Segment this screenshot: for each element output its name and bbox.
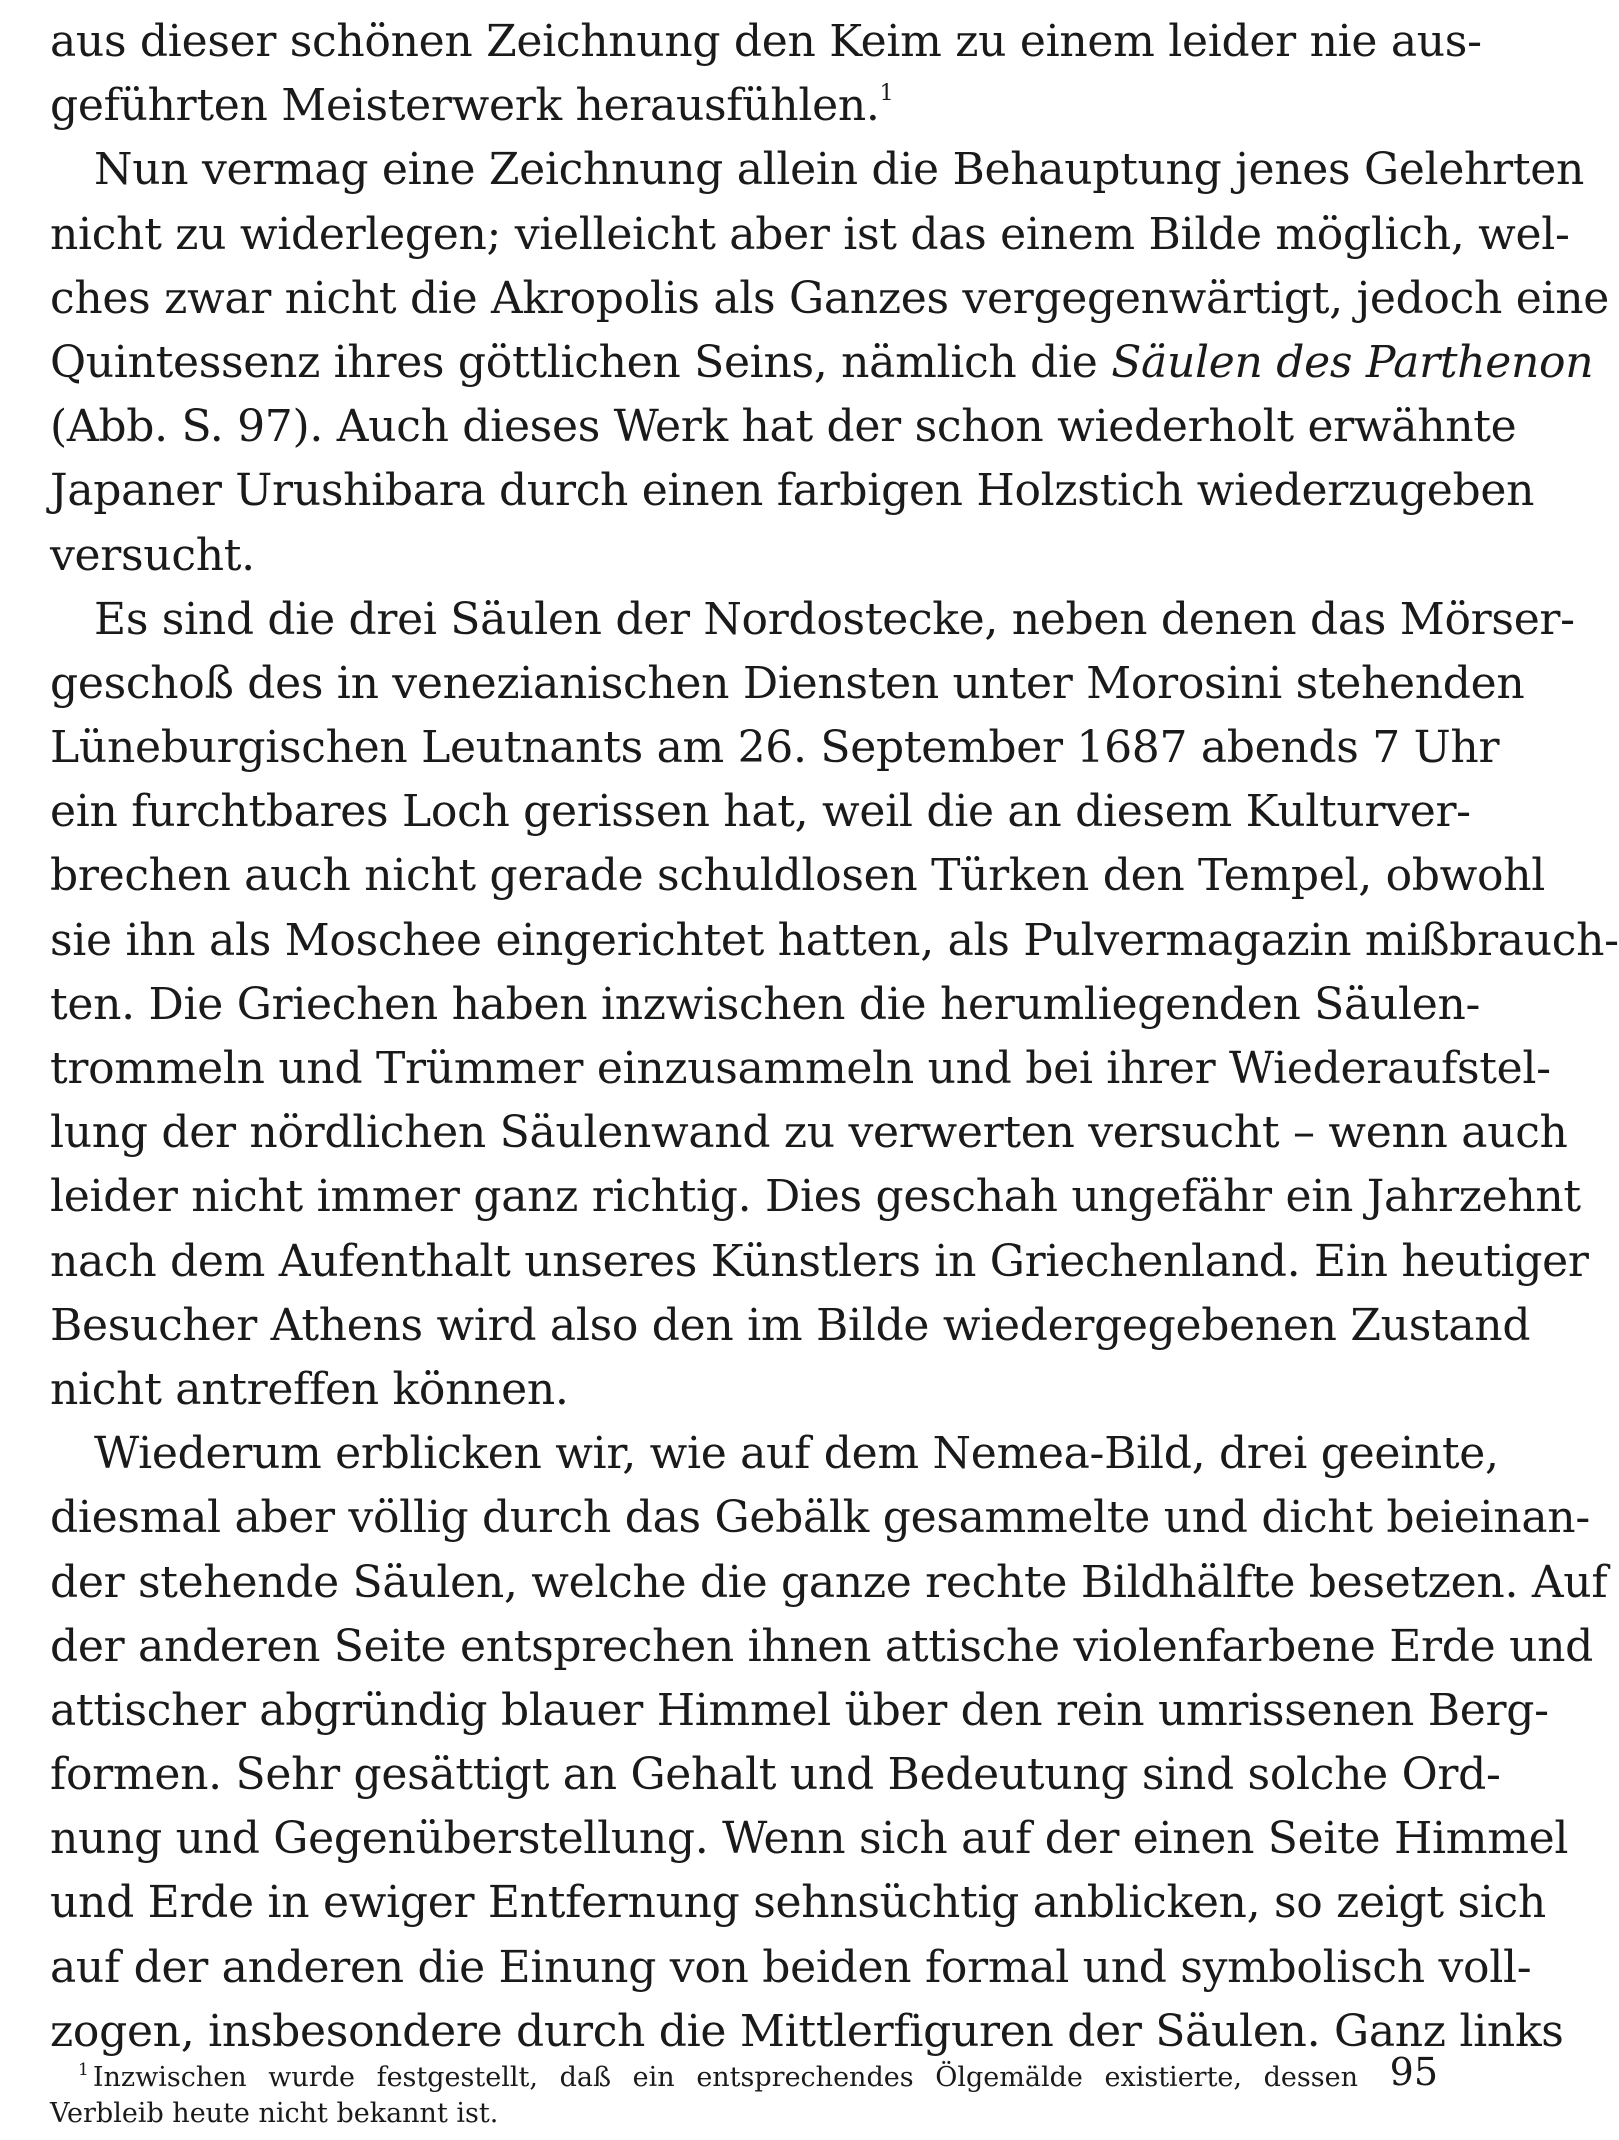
line-text: formen. Sehr gesättigt an Gehalt und Bedeutung sind solche Ord- xyxy=(50,1749,1501,1801)
text-line xyxy=(50,74,1438,138)
line-text: und Erde in ewiger Entfernung sehnsüchtig anblicken, so zeigt sich xyxy=(50,1877,1546,1929)
text-line xyxy=(50,2000,1564,2064)
text-line xyxy=(50,331,1594,395)
text-line xyxy=(50,652,1525,716)
text-line xyxy=(50,138,1584,202)
line-text: trommeln und Trümmer einzusammeln und bei ihrer Wiederaufstel- xyxy=(50,1043,1551,1094)
line-text: nicht zu widerlegen; vielleicht aber ist das einem Bilde möglich, wel- xyxy=(50,208,1570,260)
line-text: Quintessenz ihres göttlichen Seins, nämlich die xyxy=(50,336,1098,388)
line-text: nicht antreffen können. xyxy=(50,1363,569,1415)
text-line xyxy=(50,1743,1501,1807)
line-text: Besucher Athens wird also den im Bilde wiedergegebenen Zustand xyxy=(50,1299,1531,1351)
line-text: geschoß des in venezianischen Diensten unter Morosini stehenden xyxy=(50,657,1525,709)
line-text: der stehende Säulen, welche die ganze rechte Bildhälfte besetzen. Auf xyxy=(50,1556,1608,1608)
line-text: zogen, insbesondere durch die Mittlerfiguren der Säulen. Ganz links xyxy=(50,2005,1564,2057)
text-line xyxy=(50,1422,1499,1486)
text-line xyxy=(50,1358,1438,1422)
line-text: aus dieser schönen Zeichnung den Keim zu einem leider nie aus- xyxy=(50,16,1482,67)
text-line xyxy=(50,459,1535,523)
line-text: auf der anderen die Einung von beiden formal und symbolisch voll- xyxy=(50,1941,1532,1993)
line-text: geführten Meisterwerk herausfühlen. xyxy=(50,80,880,132)
body-text xyxy=(50,10,1619,2064)
line-text: versucht. xyxy=(50,529,255,581)
text-line xyxy=(50,1101,1568,1165)
line-text: Nun vermag eine Zeichnung allein die Behauptung jenes Gelehrten xyxy=(94,144,1584,196)
text-line xyxy=(50,1615,1594,1679)
text-line xyxy=(50,1037,1551,1101)
line-text: attischer abgründig blauer Himmel über den rein umrissenen Berg- xyxy=(50,1684,1549,1736)
footnote-line: Verbleib heute nicht bekannt ist. xyxy=(50,2098,499,2129)
text-line xyxy=(50,1807,1569,1871)
text-line xyxy=(50,1679,1549,1743)
footnote xyxy=(50,2060,1438,2132)
line-text: nung und Gegenüberstellung. Wenn sich auf der einen Seite Himmel xyxy=(50,1813,1569,1865)
text-line xyxy=(50,267,1609,331)
line-text: ein furchtbares Loch gerissen hat, weil die an diesem Kulturver- xyxy=(50,786,1471,838)
text-line xyxy=(50,909,1619,973)
line-text: Es sind die drei Säulen der Nordostecke, neben denen das Mörser- xyxy=(94,593,1575,645)
text-line xyxy=(50,10,1482,74)
text-line xyxy=(50,1230,1589,1294)
line-text: (Abb. S. 97). Auch dieses Werk hat der schon wiederholt erwähnte xyxy=(50,401,1517,453)
text-line xyxy=(50,1936,1532,2000)
text-line xyxy=(50,1551,1608,1615)
italic-title: Säulen des Parthenon xyxy=(1111,336,1594,388)
line-text: leider nicht immer ganz richtig. Dies geschah ungefähr ein Jahrzehnt xyxy=(50,1171,1581,1223)
line-text: brechen auch nicht gerade schuldlosen Türken den Tempel, obwohl xyxy=(50,850,1546,902)
line-text: lung der nördlichen Säulenwand zu verwerten versucht – wenn auch xyxy=(50,1107,1568,1159)
line-text: nach dem Aufenthalt unseres Künstlers in Griechenland. Ein heutiger xyxy=(50,1235,1589,1287)
line-text: Japaner Urushibara durch einen farbigen Holzstich wiederzugeben xyxy=(50,465,1535,517)
line-text: ches zwar nicht die Akropolis als Ganzes vergegenwärtigt, jedoch eine xyxy=(50,272,1609,324)
line-text: Wiederum erblicken wir, wie auf dem Nemea-Bild, drei geeinte, xyxy=(94,1428,1499,1480)
footnote-line xyxy=(50,2060,1438,2096)
text-line xyxy=(50,588,1575,652)
text-line xyxy=(50,1165,1581,1229)
page-number: 95 xyxy=(1389,2050,1438,2094)
text-line xyxy=(50,716,1500,780)
text-line xyxy=(50,395,1517,459)
text-line xyxy=(50,1486,1590,1550)
footnote-text: Inzwischen wurde festgestellt, daß ein entsprechendes Ölgemälde existierte, dessen xyxy=(92,2062,1358,2093)
line-text: Lüneburgischen Leutnants am 26. September 1687 abends 7 Uhr xyxy=(50,722,1500,774)
line-text: sie ihn als Moschee eingerichtet hatten, als Pulvermagazin mißbrauch- xyxy=(50,914,1619,966)
text-line xyxy=(50,524,1438,588)
line-text: der anderen Seite entsprechen ihnen attische violenfarbene Erde und xyxy=(50,1620,1594,1672)
footnote-reference: 1 xyxy=(879,81,894,107)
text-line xyxy=(50,844,1546,908)
footnote-mark: 1 xyxy=(78,2060,89,2080)
text-line xyxy=(50,203,1570,267)
text-line xyxy=(50,973,1481,1037)
text-line xyxy=(50,780,1471,844)
text-line xyxy=(50,1871,1546,1935)
line-text: ten. Die Griechen haben inzwischen die herumliegenden Säulen- xyxy=(50,978,1481,1030)
text-line xyxy=(50,1294,1531,1358)
line-text: diesmal aber völlig durch das Gebälk gesammelte und dicht beieinan- xyxy=(50,1492,1590,1544)
